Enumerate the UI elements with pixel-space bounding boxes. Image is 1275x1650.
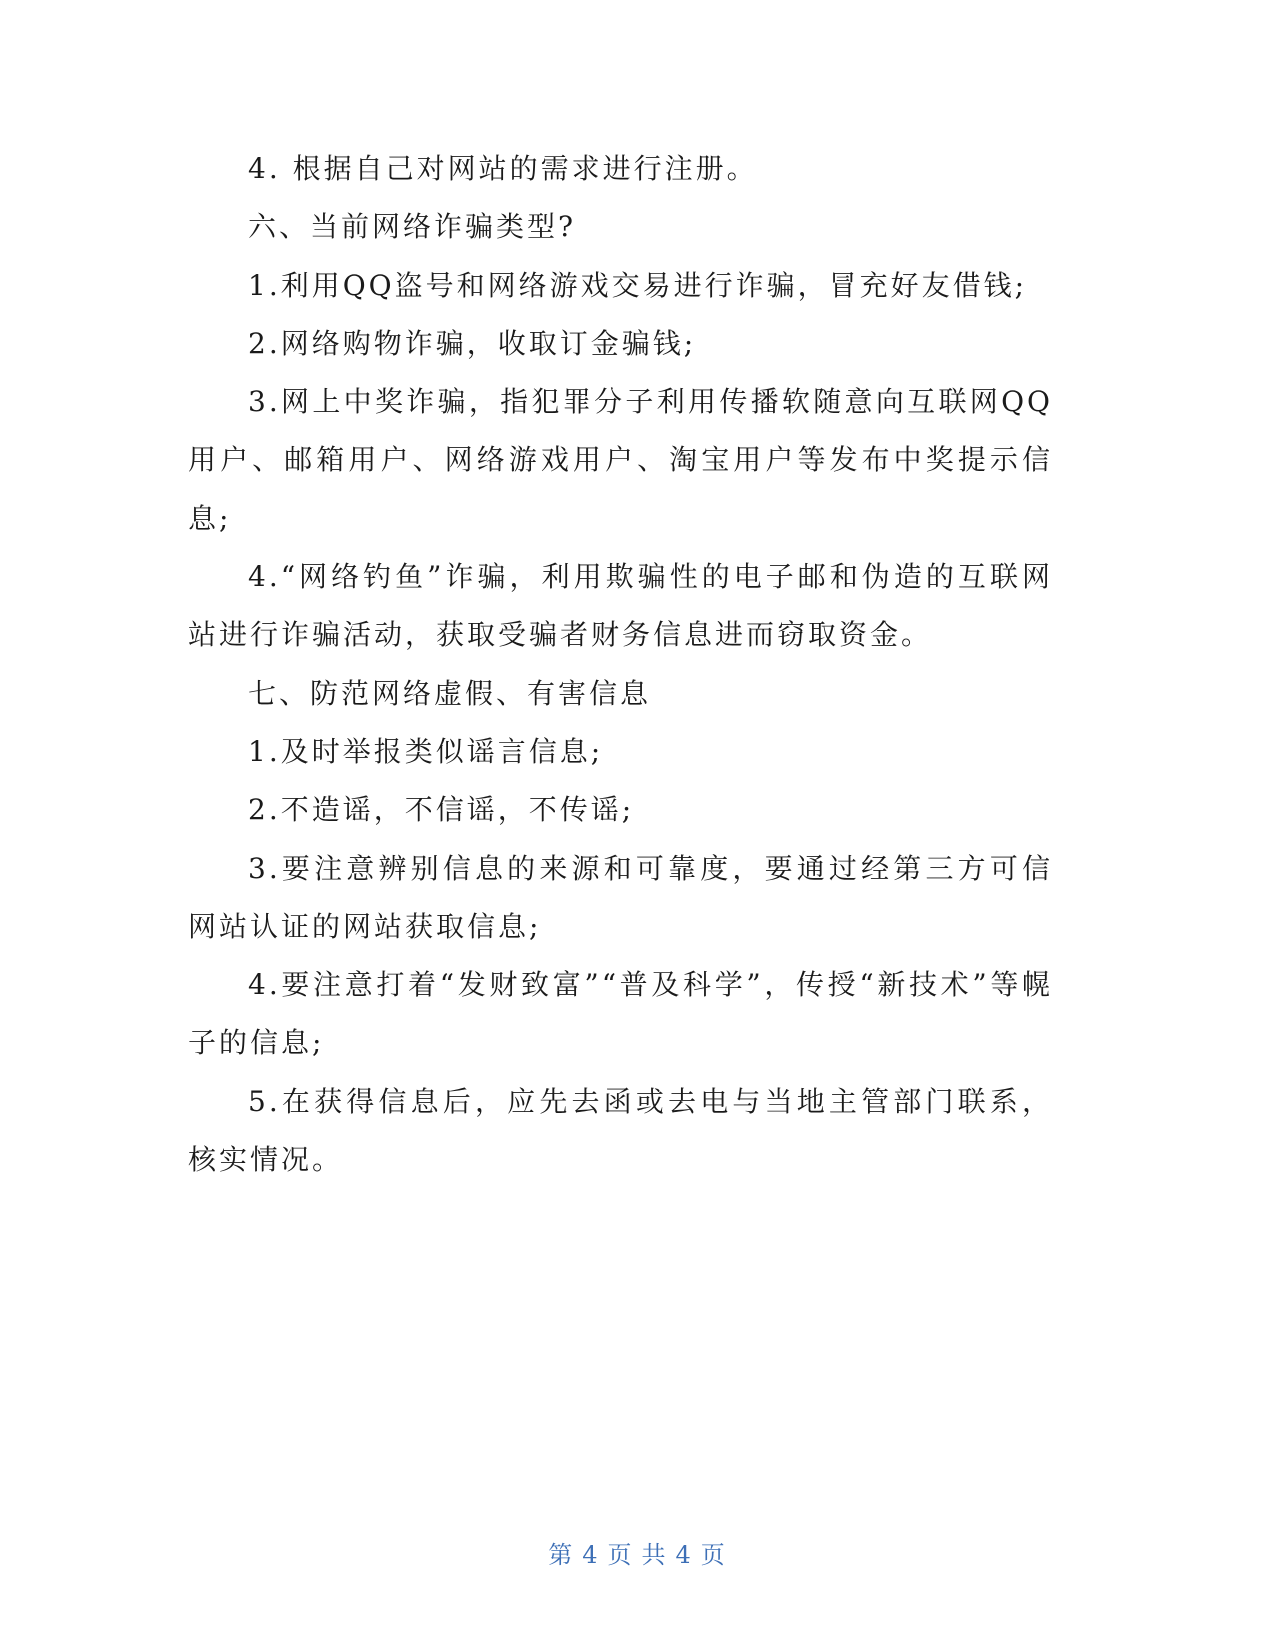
paragraph-prize-fraud: 3.网上中奖诈骗，指犯罪分子利用传播软随意向互联网QQ用户、邮箱用户、网络游戏用户、淘宝用户等发布中奖提示信息; — [188, 385, 1053, 535]
footer-page-word: 页 — [607, 1541, 634, 1569]
paragraph-shopping-fraud: 2.网络购物诈骗，收取订金骗钱; — [248, 326, 697, 360]
footer-page-word-2: 页 — [700, 1541, 727, 1569]
paragraph-phishing-fraud: 4.“网络钓鱼”诈骗，利用欺骗性的电子邮和伪造的互联网站进行诈骗活动，获取受骗者财务信息进而窃取资金。 — [188, 560, 1053, 652]
footer-prefix: 第 — [548, 1541, 575, 1569]
footer-total-word: 共 — [641, 1541, 668, 1569]
paragraph-report-rumors: 1.及时举报类似谣言信息; — [248, 734, 604, 768]
paragraph-register-step: 4. 根据自己对网站的需求进行注册。 — [248, 152, 758, 185]
heading-fraud-types: 六、当前网络诈骗类型? — [248, 210, 577, 244]
footer-current-page: 4 — [582, 1541, 600, 1569]
footer-total-pages: 4 — [675, 1541, 693, 1569]
paragraph-no-rumors: 2.不造谣，不信谣，不传谣; — [248, 793, 635, 827]
page-footer — [0, 1535, 1275, 1570]
heading-prevent-false-info: 七、防范网络虚假、有害信息 — [248, 676, 652, 710]
paragraph-qq-fraud: 1.利用QQ盗号和网络游戏交易进行诈骗，冒充好友借钱; — [248, 268, 1028, 302]
document-body — [188, 140, 1053, 1189]
paragraph-verify-authority: 5.在获得信息后，应先去函或去电与当地主管部门联系，核实情况。 — [188, 1084, 1053, 1177]
paragraph-beware-guise: 4.要注意打着“发财致富”“普及科学”，传授“新技术”等幌子的信息; — [188, 968, 1053, 1060]
paragraph-verify-source: 3.要注意辨别信息的来源和可靠度，要通过经第三方可信网站认证的网站获取信息; — [188, 851, 1053, 943]
